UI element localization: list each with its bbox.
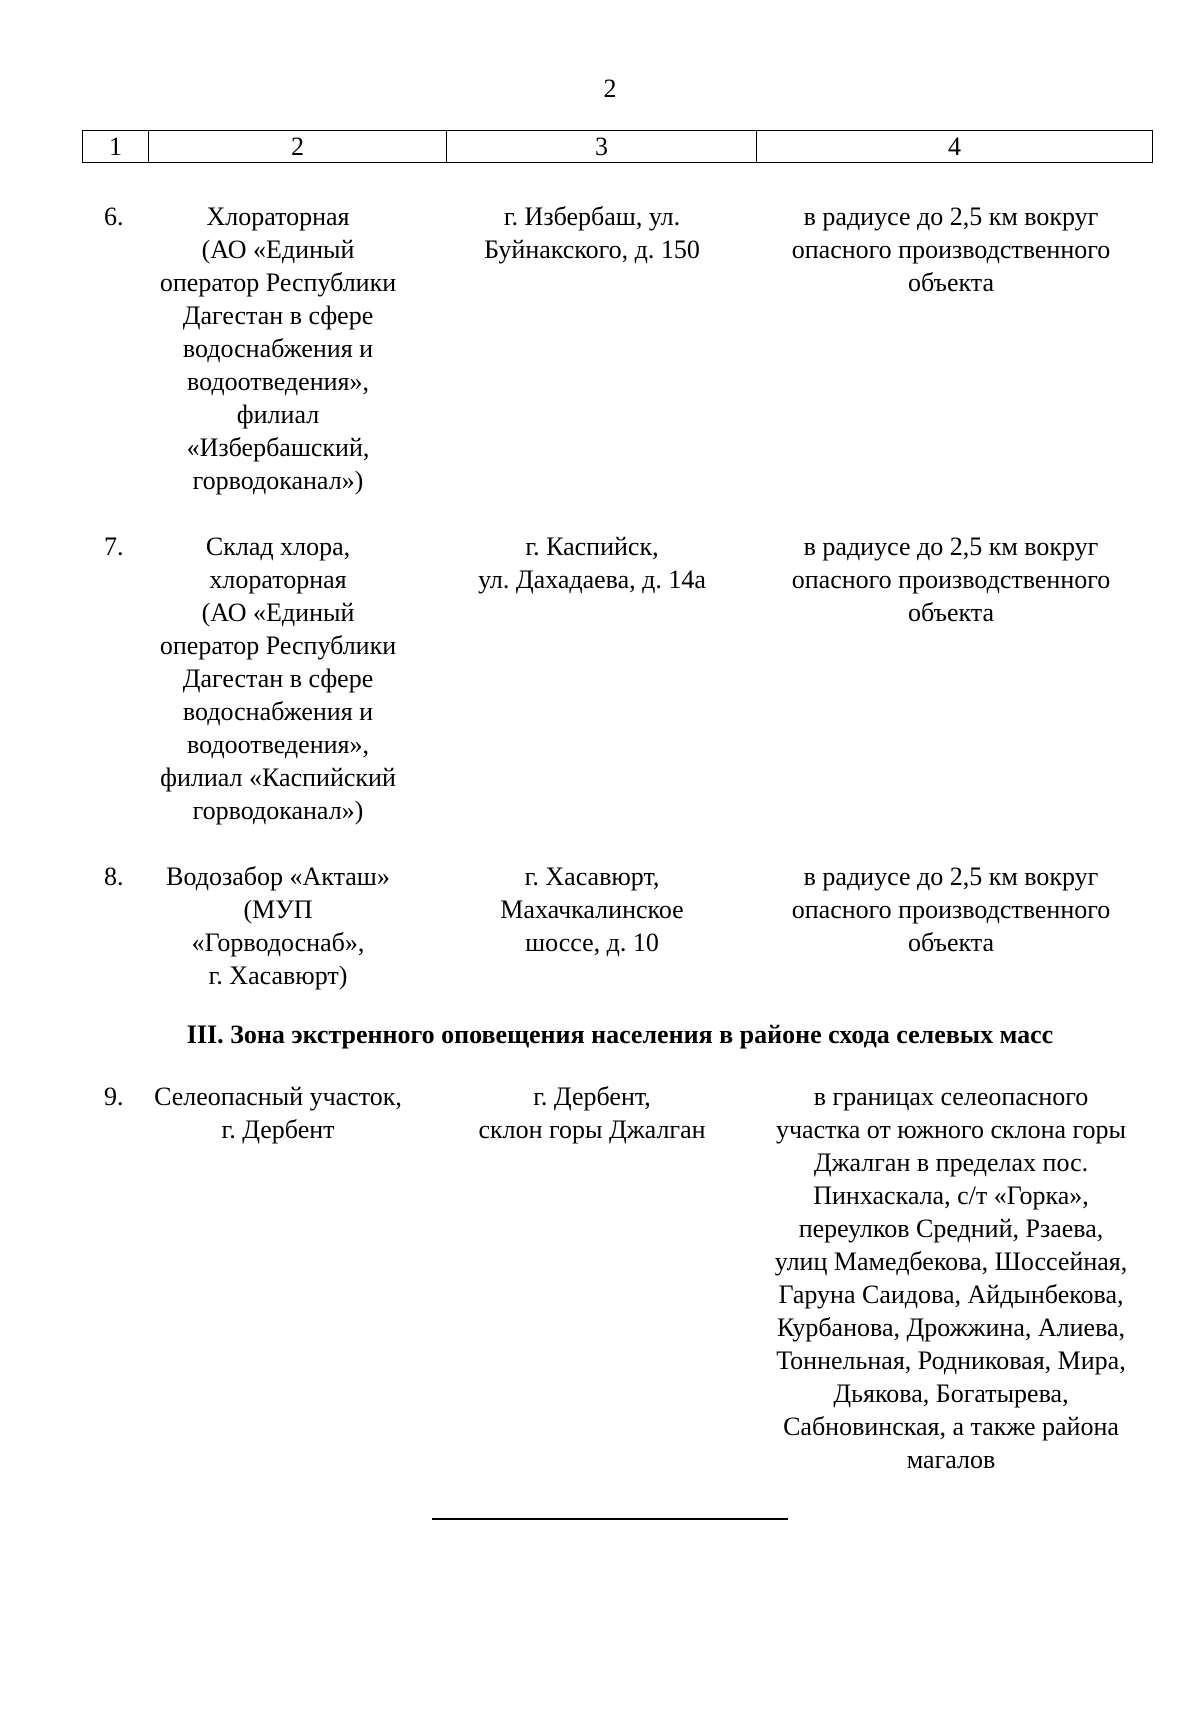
object-address: г. Дербент, склон горы Джалган bbox=[478, 1082, 706, 1144]
object-name: Хлораторная (АО «Единый оператор Республики Дагестан в сфере водоснабжения и водоотведения», филиал «Избербашский, горводоканал») bbox=[159, 202, 397, 495]
row-number: 9. bbox=[104, 1082, 124, 1111]
warning-zone: в радиусе до 2,5 км вокруг опасного производственного объекта bbox=[791, 532, 1111, 627]
row-number: 8. bbox=[104, 862, 124, 891]
object-name: Селеопасный участок, г. Дербент bbox=[154, 1082, 402, 1144]
warning-zone: в границах селеопасного участка от южного склона горы Джалган в пределах пос. Пинхаскала, с/т «Горка», переулков Средний, Рзаева, улиц Мамедбекова, Шоссейная, Гаруна Саидова, Айдынбекова, Курбанова, Дрожжина, Алиева, Тоннельная, Родниковая, Мира, Дьякова, Богатырева, Сабновинская, а также района магалов bbox=[774, 1082, 1128, 1474]
object-name: Водозабор «Акташ» (МУП «Горводоснаб», г. Хасавюрт) bbox=[166, 862, 390, 990]
object-address: г. Каспийск, ул. Дахадаева, д. 14а bbox=[478, 532, 706, 594]
object-address: г. Хасавюрт, Махачкалинское шоссе, д. 10 bbox=[500, 862, 684, 957]
header-col-2: 2 bbox=[149, 131, 447, 163]
warning-zone: в радиусе до 2,5 км вокруг опасного производственного объекта bbox=[791, 202, 1111, 297]
warning-zone: в радиусе до 2,5 км вокруг опасного производственного объекта bbox=[791, 862, 1111, 957]
header-col-4: 4 bbox=[757, 131, 1153, 163]
page-number: 2 bbox=[603, 74, 617, 103]
section-heading: III. Зона экстренного оповещения населения в районе схода селевых масс bbox=[186, 1020, 1054, 1049]
row-number: 6. bbox=[104, 202, 124, 231]
column-number-header bbox=[82, 130, 1153, 163]
header-col-1: 1 bbox=[83, 131, 149, 163]
end-of-document-rule bbox=[432, 1518, 788, 1520]
object-name: Склад хлора, хлораторная (АО «Единый оператор Республики Дагестан в сфере водоснабжения и водоотведения», филиал «Каспийский горводоканал») bbox=[159, 532, 397, 825]
header-col-3: 3 bbox=[447, 131, 757, 163]
row-number: 7. bbox=[104, 532, 124, 561]
object-address: г. Избербаш, ул. Буйнакского, д. 150 bbox=[484, 202, 700, 264]
